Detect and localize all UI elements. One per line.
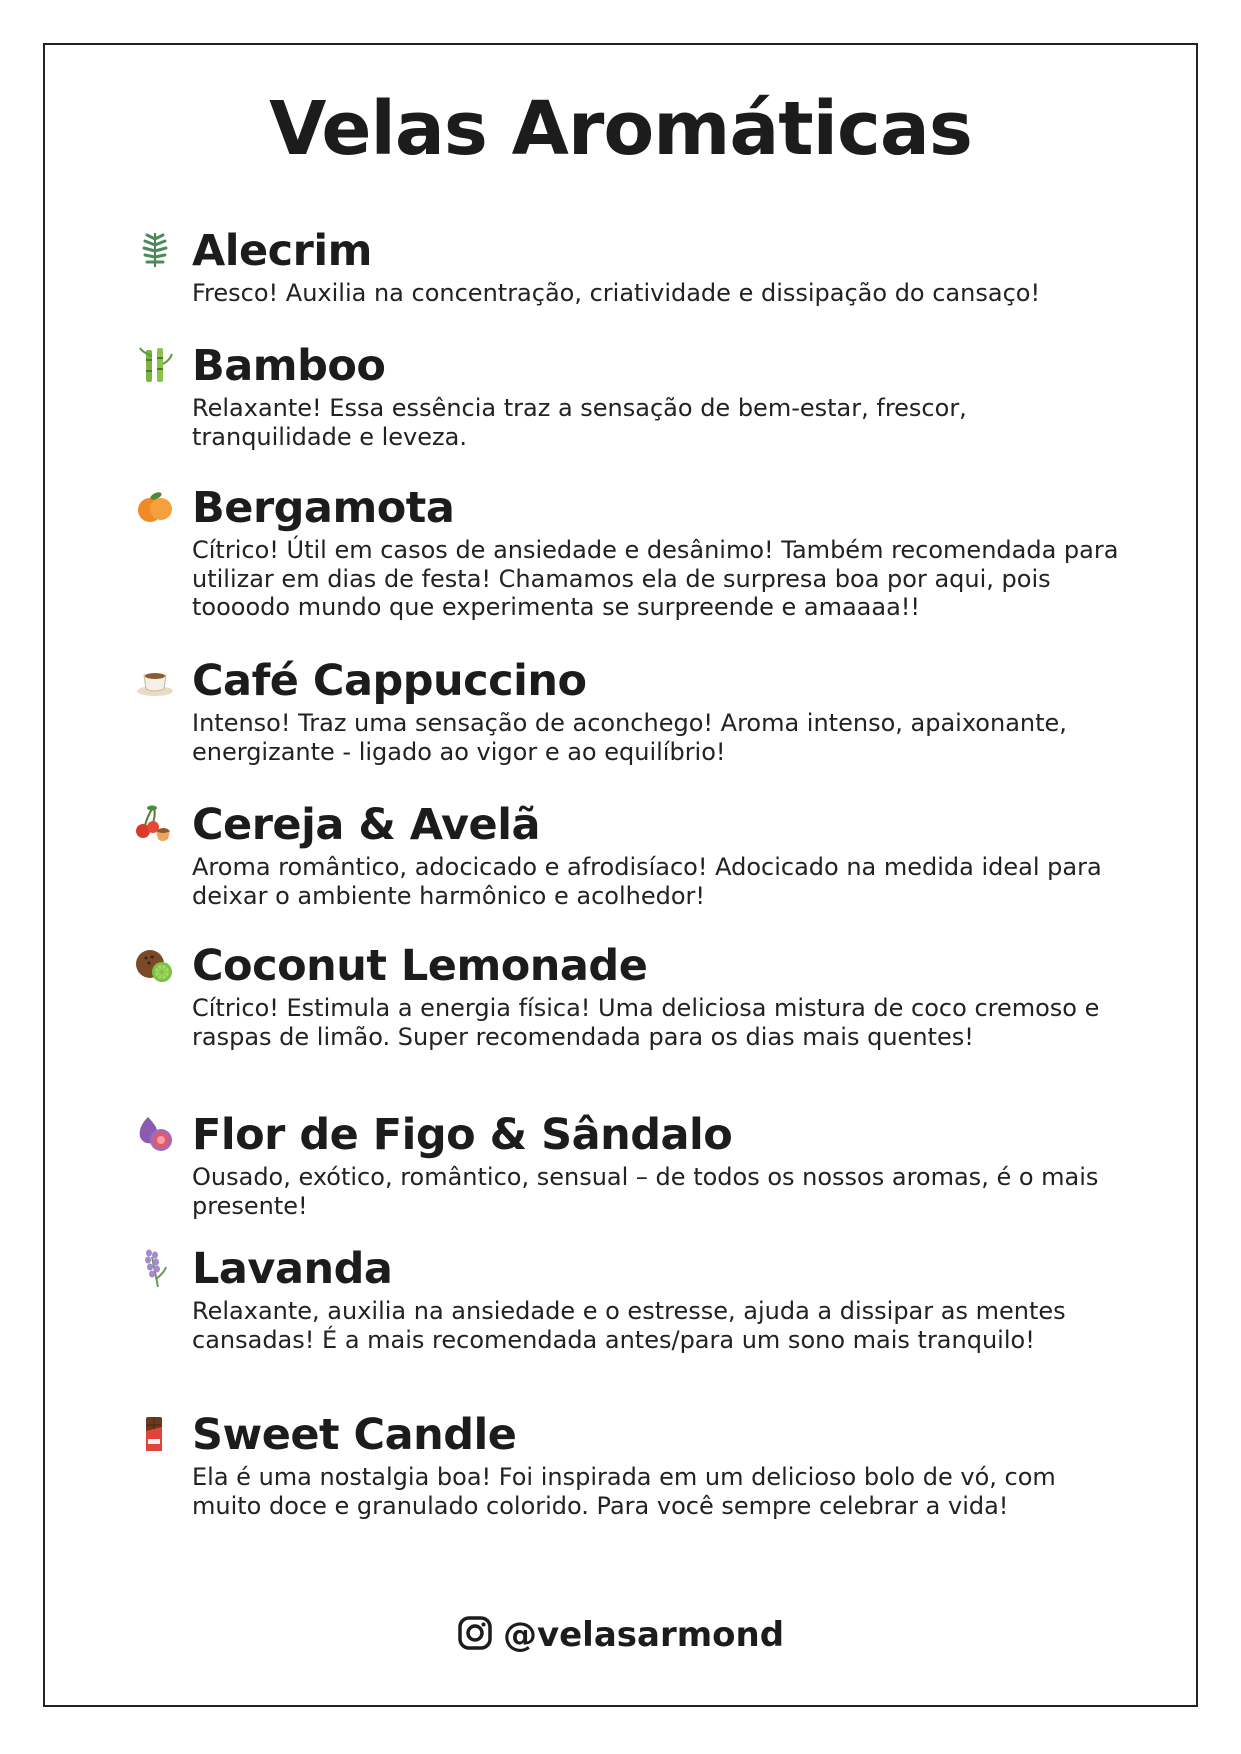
item-description: Aroma romântico, adocicado e afrodisíaco! Adocicado na medida ideal para deixar o ambiente harmônico e acolhedor!	[192, 853, 1102, 910]
bamboo-icon	[134, 344, 176, 386]
item-description: Intenso! Traz uma sensação de aconchego! Aroma intenso, apaixonante, energizante - ligado ao vigor e ao equilíbrio!	[192, 709, 1067, 766]
list-item	[192, 340, 1122, 451]
list-item	[192, 655, 1122, 766]
item-description: Cítrico! Útil em casos de ansiedade e desânimo! Também recomendada para utilizar em dias de festa! Chamamos ela de surpresa boa por aqui, pois toooodo mundo que experimenta se surpreende e amaaaa!!	[192, 536, 1119, 621]
list-item	[192, 1409, 1122, 1520]
item-name: Bamboo	[192, 341, 386, 391]
list-item	[192, 1243, 1122, 1354]
page-title: Velas Aromáticas	[269, 86, 972, 172]
cherry-hazelnut-icon	[134, 803, 176, 845]
chocolate-bar-icon	[134, 1413, 176, 1455]
item-description: Relaxante, auxilia na ansiedade e o estresse, ajuda a dissipar as mentes cansadas! É a mais recomendada antes/para um sono mais tranquilo!	[192, 1297, 1066, 1354]
item-description: Fresco! Auxilia na concentração, criatividade e dissipação do cansaço!	[192, 279, 1041, 307]
lavender-icon	[134, 1247, 176, 1289]
item-description: Ela é uma nostalgia boa! Foi inspirada em um delicioso bolo de vó, com muito doce e granulado colorido. Para você sempre celebrar a vida!	[192, 1463, 1056, 1520]
item-description: Cítrico! Estimula a energia física! Uma deliciosa mistura de coco cremoso e raspas de limão. Super recomendada para os dias mais quentes!	[192, 994, 1100, 1051]
footer	[0, 1615, 1241, 1655]
list-item	[192, 799, 1122, 910]
item-name: Café Cappuccino	[192, 656, 587, 706]
item-description: Ousado, exótico, romântico, sensual – de todos os nossos aromas, é o mais presente!	[192, 1163, 1099, 1220]
item-name: Coconut Lemonade	[192, 941, 648, 991]
rosemary-icon	[134, 229, 176, 271]
instagram-icon[interactable]	[457, 1615, 493, 1655]
list-item	[192, 1109, 1122, 1220]
item-description: Relaxante! Essa essência traz a sensação de bem-estar, frescor, tranquilidade e leveza.	[192, 394, 967, 451]
item-name: Sweet Candle	[192, 1410, 517, 1460]
item-name: Cereja & Avelã	[192, 800, 540, 850]
item-name: Bergamota	[192, 483, 455, 533]
item-name: Alecrim	[192, 226, 372, 276]
coconut-lime-icon	[134, 944, 176, 986]
item-name: Flor de Figo & Sândalo	[192, 1110, 733, 1160]
orange-icon	[134, 486, 176, 528]
fig-icon	[134, 1113, 176, 1155]
instagram-handle[interactable]: @velasarmond	[502, 1615, 785, 1655]
item-name: Lavanda	[192, 1244, 393, 1294]
list-item	[192, 225, 1122, 308]
list-item	[192, 482, 1122, 622]
list-item	[192, 940, 1122, 1051]
coffee-cup-icon	[134, 659, 176, 701]
